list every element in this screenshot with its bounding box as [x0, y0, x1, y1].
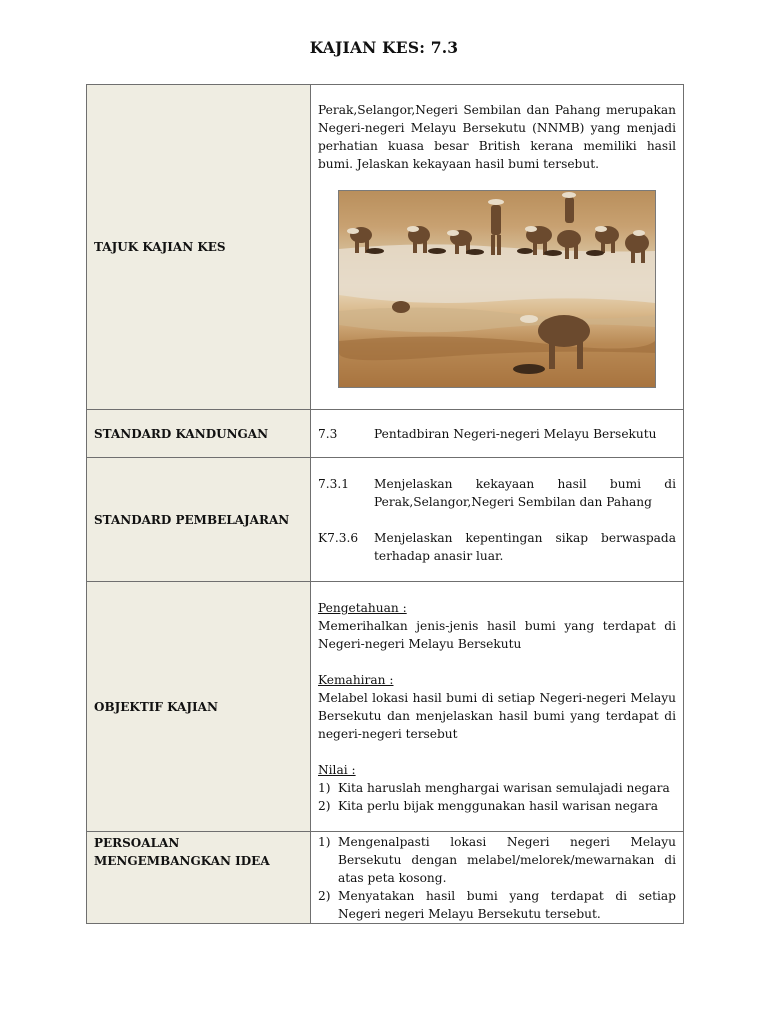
pengetahuan-heading: Pengetahuan : — [318, 600, 407, 615]
persoalan-num: 1) — [318, 835, 331, 849]
kemahiran-text: Melabel lokasi hasil bumi di setiap Negeri-negeri Melayu Bersekutu dan menjelaskan hasil bumi yang terdapat di negeri-negeri tersebut — [318, 690, 676, 741]
pembelajaran-line: Menjelaskan kekayaan hasil bumi di — [374, 476, 676, 491]
case-study-table — [86, 84, 684, 924]
label-standard-kandungan: STANDARD KANDUNGAN — [87, 410, 311, 458]
tajuk-text: Perak,Selangor,Negeri Sembilan dan Pahang merupakan Negeri-negeri Melayu Bersekutu (NNMB) yang menjadi perhatian kuasa besar British kerana memiliki hasil bumi. Jelaskan kekayaan hasil bumi tersebut. — [318, 103, 676, 171]
nilai-heading: Nilai : — [318, 762, 356, 777]
persoalan-text: Menyatakan hasil bumi yang terdapat di setiap Negeri negeri Melayu Bersekutu tersebut. — [338, 889, 676, 921]
page-title: KAJIAN KES: 7.3 — [309, 38, 459, 57]
row-persoalan — [87, 832, 684, 924]
pembelajaran-line: terhadap anasir luar. — [374, 548, 504, 563]
tin-mining-photo — [338, 190, 656, 388]
cell-tajuk — [311, 85, 684, 410]
nilai-item — [318, 779, 676, 797]
persoalan-text: Mengenalpasti lokasi Negeri negeri Melayu Bersekutu dengan melabel/melorek/mewarnakan di atas peta kosong. — [338, 835, 676, 885]
kemahiran-heading: Kemahiran : — [318, 672, 394, 687]
label-objektif: OBJEKTIF KAJIAN — [87, 582, 311, 832]
nilai-text: Kita haruslah menghargai warisan semulajadi negara — [338, 780, 670, 795]
persoalan-item — [318, 887, 676, 923]
pembelajaran-code: 7.3.1 — [318, 476, 350, 491]
pembelajaran-item — [318, 529, 676, 565]
label-standard-pembelajaran: STANDARD PEMBELAJARAN — [87, 458, 311, 582]
pembelajaran-code: K7.3.6 — [318, 530, 359, 545]
row-tajuk — [87, 85, 684, 410]
kandungan-code: 7.3 — [318, 426, 338, 441]
pembelajaran-line: Menjelaskan kepentingan sikap berwaspada — [374, 530, 676, 545]
persoalan-num: 2) — [318, 889, 331, 903]
cell-objektif — [311, 582, 684, 832]
persoalan-item — [318, 833, 676, 887]
nilai-num: 1) — [318, 780, 331, 795]
pembelajaran-line: Perak,Selangor,Negeri Sembilan dan Pahang — [374, 494, 652, 509]
pengetahuan-text: Memerihalkan jenis-jenis hasil bumi yang terdapat di Negeri-negeri Melayu Bersekutu — [318, 618, 676, 651]
row-standard-kandungan — [87, 410, 684, 458]
cell-standard-kandungan — [311, 410, 684, 458]
cell-persoalan — [311, 832, 684, 924]
label-persoalan: PERSOALAN MENGEMBANGKAN IDEA — [87, 832, 311, 924]
nilai-text: Kita perlu bijak menggunakan hasil warisan negara — [338, 798, 658, 813]
nilai-num: 2) — [318, 798, 331, 813]
label-tajuk: TAJUK KAJIAN KES — [87, 85, 311, 410]
cell-standard-pembelajaran — [311, 458, 684, 582]
pembelajaran-item — [318, 475, 676, 511]
nilai-item — [318, 797, 676, 815]
row-objektif — [87, 582, 684, 832]
row-standard-pembelajaran — [87, 458, 684, 582]
kandungan-text: Pentadbiran Negeri-negeri Melayu Bersekutu — [374, 426, 657, 441]
